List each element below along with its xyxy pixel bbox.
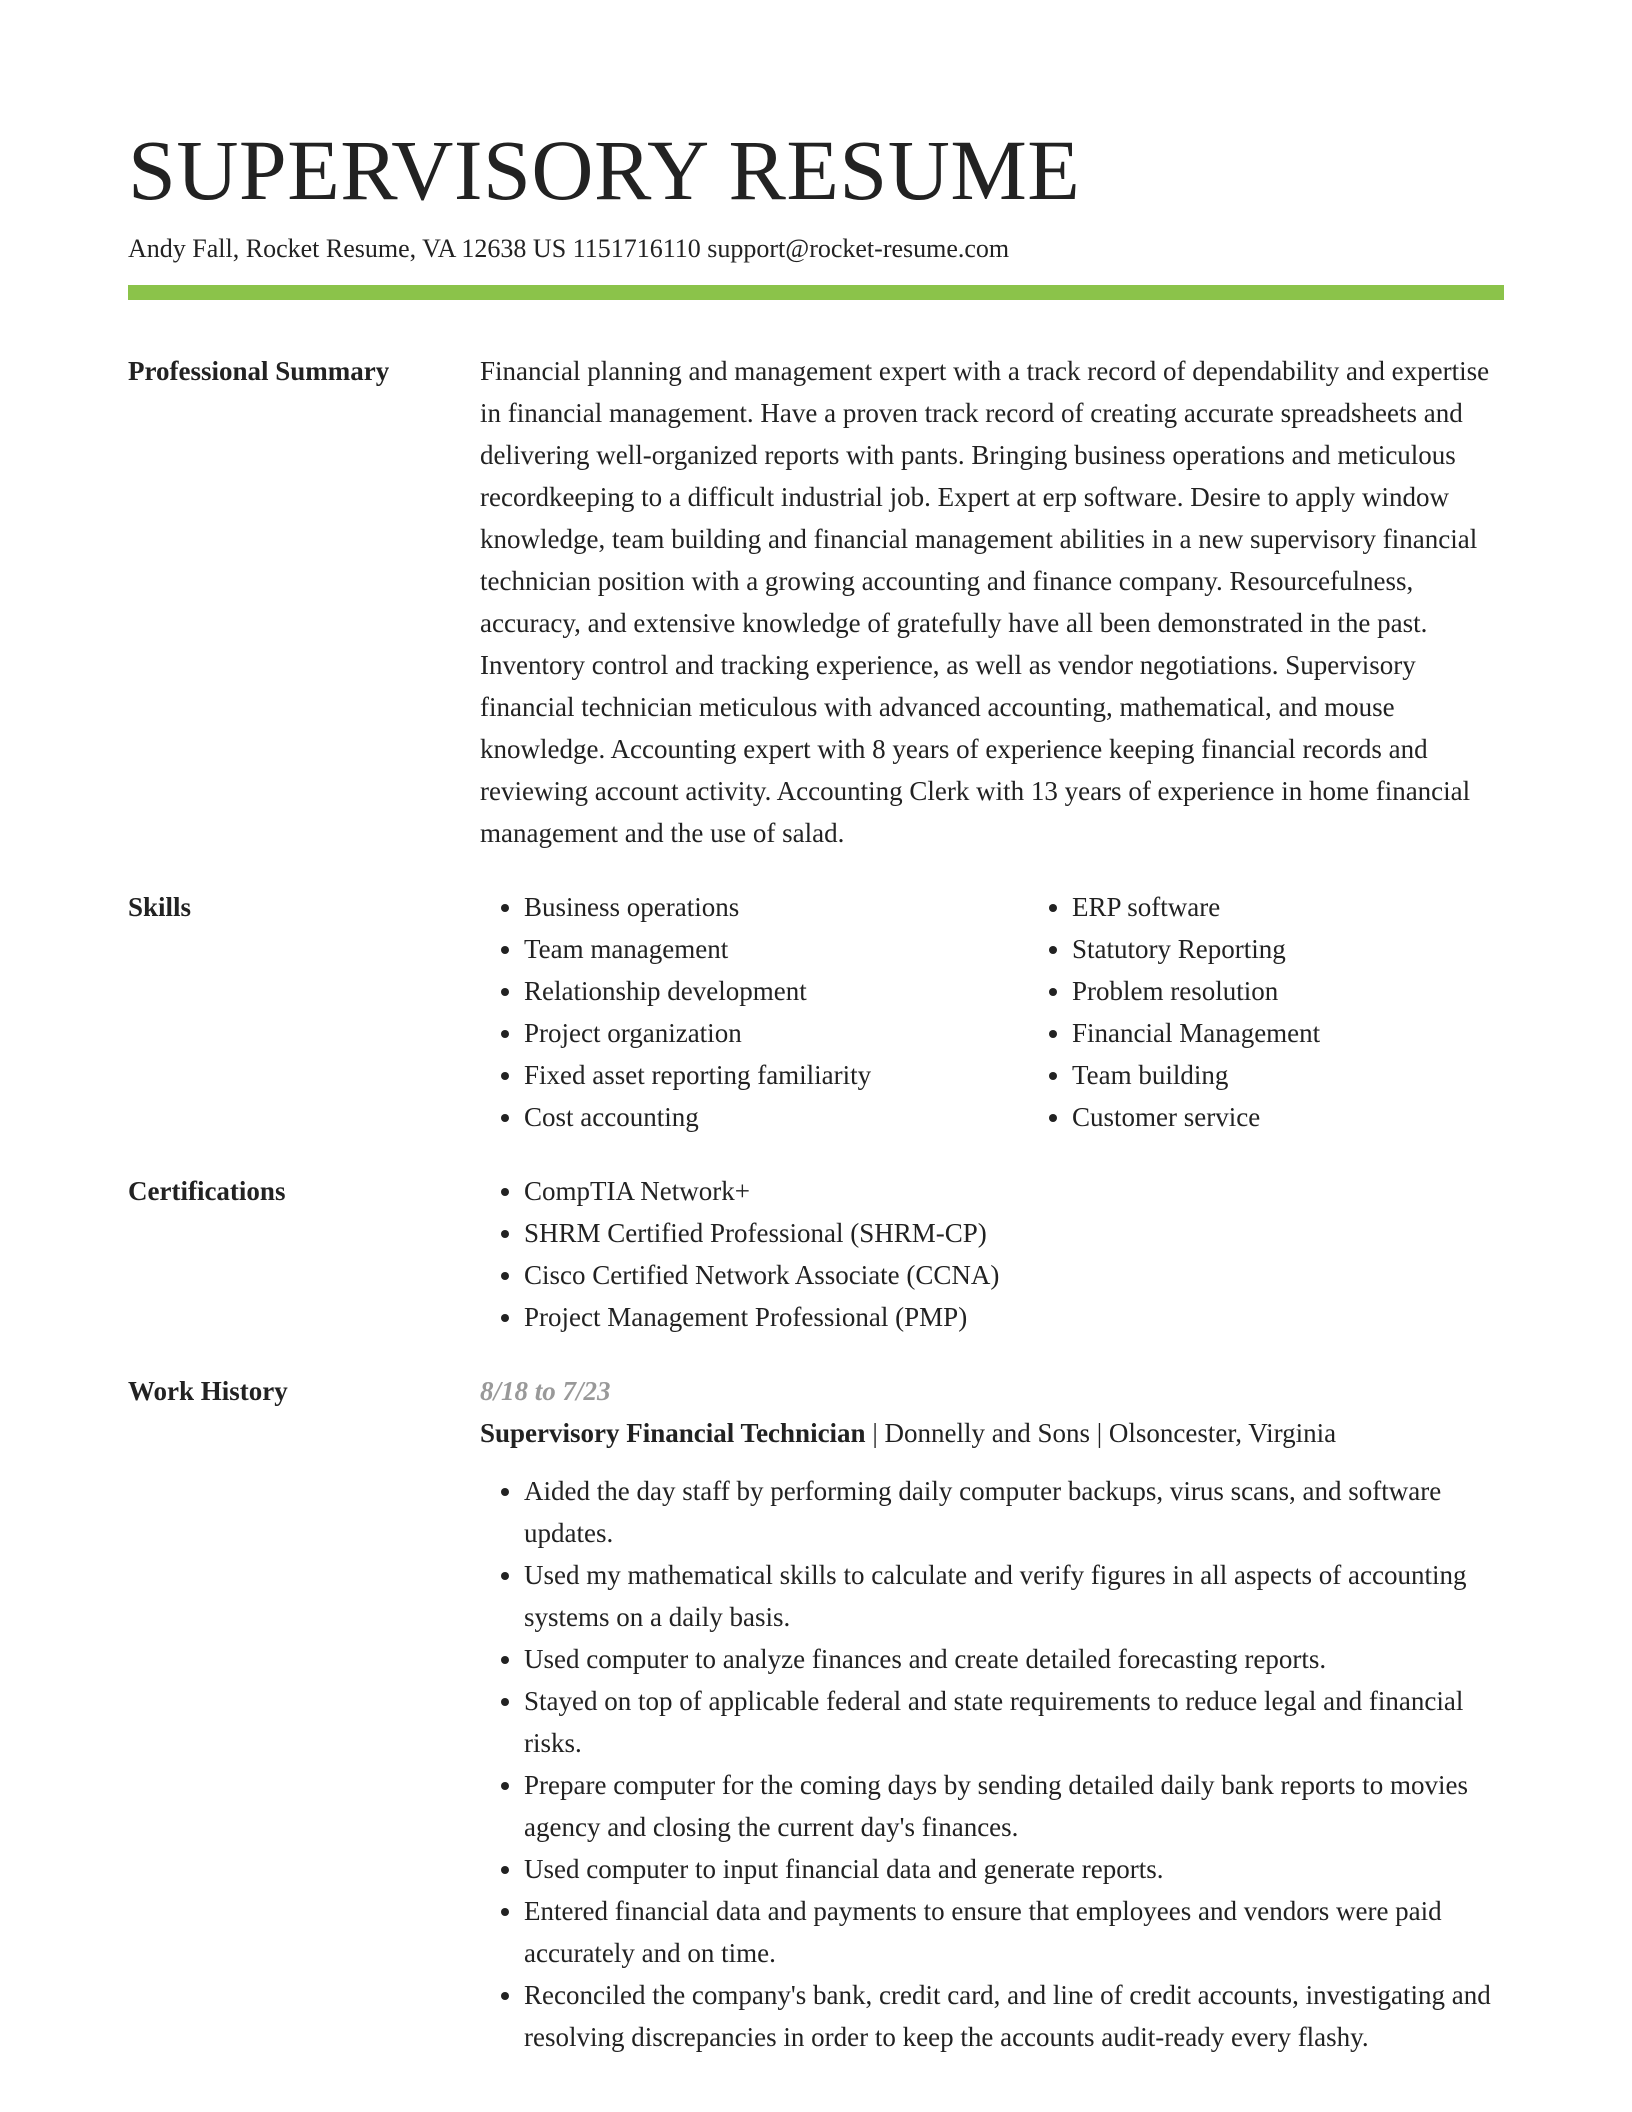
skills-list-left [480, 886, 984, 1138]
summary-label: Professional Summary [128, 356, 390, 386]
certifications-content [480, 1170, 1504, 1338]
skill-item: • Financial Management [1072, 1012, 1532, 1054]
skills-list-right [1028, 886, 1532, 1138]
skill-item: • Relationship development [524, 970, 984, 1012]
summary-section [128, 350, 1504, 854]
job-bullet: • Aided the day staff by performing daily computer backups, virus scans, and software updates. [524, 1470, 1504, 1554]
job-details: | Donnelly and Sons | Olsoncester, Virginia [865, 1418, 1337, 1448]
resume-page [128, 118, 1504, 2058]
skill-item: • Team management [524, 928, 984, 970]
job-bullet: • Used computer to analyze finances and create detailed forecasting reports. [524, 1638, 1504, 1680]
resume-title: SUPERVISORY RESUME [128, 122, 1081, 218]
skill-item: • Project organization [524, 1012, 984, 1054]
skill-item: • ERP software [1072, 886, 1532, 928]
skills-columns [480, 886, 1532, 1138]
work-history-section [128, 1370, 1504, 2058]
job-bullet: • Reconciled the company's bank, credit card, and line of credit accounts, investigating and resolving discrepancies in order to keep the accounts audit-ready every flashy. [524, 1974, 1504, 2058]
job-bullets [480, 1470, 1504, 2058]
certification-item: • Cisco Certified Network Associate (CCNA) [524, 1254, 1504, 1296]
certification-item: • SHRM Certified Professional (SHRM-CP) [524, 1212, 1504, 1254]
skills-section [128, 886, 1504, 1138]
job-heading [480, 1412, 1504, 1454]
work-history-content [480, 1370, 1504, 2058]
contact-line [128, 232, 1504, 266]
job-bullet: • Prepare computer for the coming days by sending detailed daily bank reports to movies agency and closing the current day's finances. [524, 1764, 1504, 1848]
certification-item: • CompTIA Network+ [524, 1170, 1504, 1212]
job-title: Supervisory Financial Technician [480, 1418, 866, 1448]
header-divider [128, 285, 1504, 300]
contact-name-address: Andy Fall, Rocket Resume, VA 12638 US [128, 234, 567, 263]
certifications-section [128, 1170, 1504, 1338]
summary-text: Financial planning and management expert with a track record of dependability and expertise in financial management. Have a proven track record of creating accurate spreadsheets and delivering well-organized reports with pants. Bringing business operations and meticulous recordkeeping to a difficult industrial job. Expert at erp software. Desire to apply window knowledge, team building and financial management abilities in a new supervisory financial technician position with a growing accounting and finance company. Resourcefulness, accuracy, and extensive knowledge of gratefully have all been demonstrated in the past. Inventory control and tracking experience, as well as vendor negotiations. Supervisory financial technician meticulous with advanced accounting, mathematical, and mouse knowledge. Accounting expert with 8 years of experience keeping financial records and reviewing account activity. Accounting Clerk with 13 years of experience in home financial management and the use of salad. [480, 356, 1490, 848]
contact-phone: 1151716110 [572, 234, 701, 263]
job-dates: 8/18 to 7/23 [480, 1376, 611, 1406]
job-bullet: • Used my mathematical skills to calculate and verify figures in all aspects of accounting systems on a daily basis. [524, 1554, 1504, 1638]
contact-email: support@rocket-resume.com [707, 234, 1010, 263]
job-bullet: • Stayed on top of applicable federal and state requirements to reduce legal and financial risks. [524, 1680, 1504, 1764]
skill-item: • Fixed asset reporting familiarity [524, 1054, 984, 1096]
skill-item: • Problem resolution [1072, 970, 1532, 1012]
job-bullet: • Entered financial data and payments to ensure that employees and vendors were paid accurately and on time. [524, 1890, 1504, 1974]
job-bullet: • Used computer to input financial data and generate reports. [524, 1848, 1504, 1890]
skill-item: • Statutory Reporting [1072, 928, 1532, 970]
certifications-label: Certifications [128, 1176, 286, 1206]
certification-item: • Project Management Professional (PMP) [524, 1296, 1504, 1338]
skill-item: • Cost accounting [524, 1096, 984, 1138]
skill-item: • Business operations [524, 886, 984, 928]
skill-item: • Team building [1072, 1054, 1532, 1096]
work-history-label: Work History [128, 1376, 288, 1406]
certifications-list [480, 1170, 1504, 1338]
skill-item: • Customer service [1072, 1096, 1532, 1138]
skills-label: Skills [128, 892, 192, 922]
